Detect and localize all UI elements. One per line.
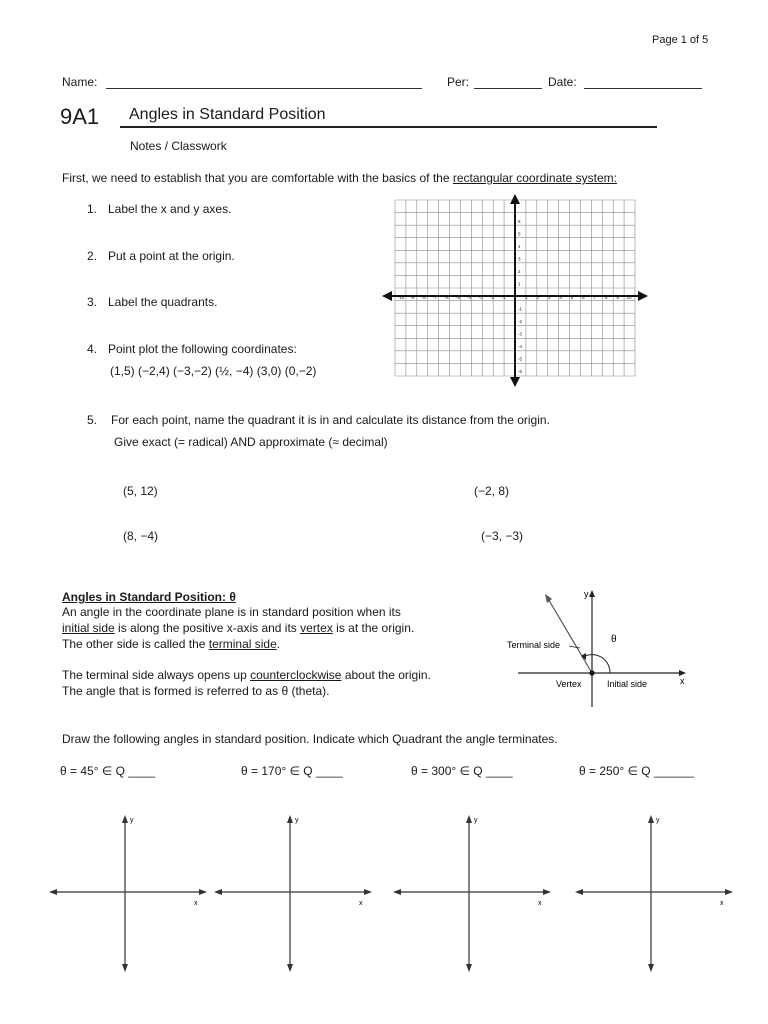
mini3-x-arrow-left (393, 889, 401, 895)
mini4-x-label: x (720, 900, 724, 907)
diagram-terminal-arrow (545, 594, 552, 603)
diagram-theta-label: θ (611, 634, 617, 645)
name-label: Name: (62, 75, 98, 89)
page-number: Page 1 of 5 (652, 34, 709, 46)
mini3-y-label: y (474, 817, 478, 824)
coordinate-grid[interactable] (380, 192, 650, 388)
grid-x-tick-label: -9 (410, 295, 415, 300)
diagram-terminal-pointer (569, 646, 580, 648)
grid-y-tick-label: 1 (518, 281, 521, 287)
diagram-initial-label: Initial side (607, 679, 648, 689)
grid-x-tick-label: 8 (604, 295, 608, 300)
grid-y-arrow-down (510, 377, 520, 387)
standard-position-diagram (500, 585, 700, 710)
grid-x-tick-label: -10 (397, 295, 405, 300)
p1c-end: . (276, 637, 281, 651)
grid-x-tick-label: 3 (547, 295, 551, 300)
grid-x-tick-label: -8 (421, 295, 426, 300)
diagram-vertex-label: Vertex (556, 679, 582, 689)
grid-y-tick-label: -4 (518, 344, 523, 349)
grid-x-tick-label: -6 (444, 295, 449, 300)
grid-x-tick-label: 9 (616, 295, 619, 300)
grid-y-tick-label: 6 (518, 219, 521, 224)
grid-y-tick-label: -5 (518, 356, 523, 362)
grid-y-tick-label: -3 (518, 331, 523, 337)
name-field[interactable] (106, 88, 422, 89)
angle-prompt-1: θ = 45° ∈ Q ____ (60, 764, 155, 778)
p2a-start: The terminal side always opens up (62, 668, 251, 682)
grid-x-tick-label: 1 (525, 295, 528, 300)
grid-x-tick-label: -7 (433, 295, 438, 300)
grid-y-tick-label: -1 (518, 306, 523, 312)
grid-x-tick-label: 4 (559, 295, 562, 300)
term-vertex: vertex (300, 621, 333, 635)
grid-y-tick-label: -6 (518, 369, 523, 374)
p2a-end: about the origin. (341, 668, 431, 682)
section-p1-line1: An angle in the coordinate plane is in standard position when its (62, 605, 401, 619)
grid-x-tick-label: 7 (593, 295, 597, 300)
section-p2-line1 (62, 668, 431, 682)
grid-x-arrow-right (638, 291, 648, 301)
mini1-y-arrow-up (122, 815, 128, 823)
title-underline (120, 126, 657, 128)
p1c-start: The other side is called the (62, 637, 209, 651)
step-4-text: Point plot the following coordinates: (108, 342, 297, 356)
notes-label: Notes / Classwork (130, 139, 227, 153)
step-4-num: 4. (87, 342, 98, 356)
page-title: Angles in Standard Position (129, 106, 326, 123)
term-counterclockwise: counterclockwise (250, 668, 342, 682)
step-2-num: 2. (87, 249, 98, 263)
mini2-x-label: x (359, 900, 363, 907)
step-2-text: Put a point at the origin. (108, 249, 235, 263)
diagram-vertex-point (589, 670, 594, 675)
intro-plain: First, we need to establish that you are comfortable with the basics of the (62, 171, 453, 185)
term-initial-side: initial side (62, 621, 115, 635)
coordinates-list: (1,5) (−2,4) (−3,−2) (½, −4) (3,0) (0,−2) (110, 364, 317, 378)
grid-y-tick-label: -2 (518, 319, 523, 324)
mini4-y-arrow-down (648, 964, 654, 972)
grid-x-tick-label: 5 (570, 295, 574, 300)
step-1-text: Label the x and y axes. (108, 202, 232, 216)
grid-y-tick-label: 2 (518, 269, 521, 274)
step-1-num: 1. (87, 202, 98, 216)
step-5-num: 5. (87, 413, 98, 427)
mini1-x-label: x (194, 900, 198, 907)
mini3-x-label: x (538, 900, 542, 907)
diagram-terminal-label: Terminal side (507, 640, 561, 650)
mini3-x-arrow-right (543, 889, 551, 895)
step-3-num: 3. (87, 295, 98, 309)
mini1-y-label: y (130, 817, 134, 824)
mini1-x-arrow-left (49, 889, 57, 895)
mini-axes-2[interactable] (213, 812, 373, 974)
grid-x-tick-label: 6 (582, 295, 585, 300)
term-terminal-side: terminal side (208, 637, 277, 651)
grid-y-tick-label: 5 (518, 231, 521, 237)
mini3-y-arrow-up (466, 815, 472, 823)
mini2-y-label: y (295, 817, 299, 824)
per-field[interactable] (474, 88, 542, 89)
mini-axes-4[interactable] (574, 812, 734, 974)
grid-y-tick-label: 4 (518, 244, 521, 249)
point-1: (5, 12) (123, 484, 158, 498)
lesson-code: 9A1 (60, 104, 100, 129)
point-4: (−3, −3) (481, 529, 524, 543)
grid-x-tick-label: -2 (490, 295, 495, 300)
grid-x-arrow-left (382, 291, 392, 301)
diagram-y-label: y (584, 589, 589, 599)
mini1-y-arrow-down (122, 964, 128, 972)
grid-y-arrow-up (510, 194, 520, 204)
grid-x-tick-label: -4 (467, 295, 472, 300)
mini2-y-arrow-down (287, 964, 293, 972)
section-p1-line2 (62, 621, 414, 635)
point-2: (−2, 8) (474, 484, 510, 498)
section-heading: Angles in Standard Position: θ (62, 590, 236, 604)
intro-text (62, 171, 617, 185)
mini3-y-arrow-down (466, 964, 472, 972)
mini-axes-1[interactable] (48, 812, 208, 974)
mini-axes-3[interactable] (392, 812, 552, 974)
section-p1-line3 (62, 637, 280, 651)
mini2-x-arrow-left (214, 889, 222, 895)
p1-mid: is along the positive x-axis and its (114, 621, 301, 635)
draw-instructions: Draw the following angles in standard position. Indicate which Quadrant the angle terminates. (62, 732, 558, 746)
grid-x-tick-label: -3 (478, 295, 483, 300)
section-p2-line2: The angle that is formed is referred to as θ (theta). (62, 684, 330, 698)
diagram-terminal-ray (547, 597, 592, 673)
point-3: (8, −4) (123, 529, 159, 543)
angle-prompt-2: θ = 170° ∈ Q ____ (241, 764, 343, 778)
grid-y-tick-label: 3 (518, 256, 521, 262)
mini4-x-arrow-left (575, 889, 583, 895)
per-label: Per: (447, 75, 470, 89)
grid-x-tick-label: 10 (626, 295, 632, 300)
date-field[interactable] (584, 88, 702, 89)
angle-prompt-4: θ = 250° ∈ Q ______ (579, 764, 695, 778)
diagram-x-label: x (680, 676, 685, 686)
grid-x-tick-label: -1 (501, 295, 506, 300)
angle-prompt-3: θ = 300° ∈ Q ____ (411, 764, 513, 778)
mini2-x-arrow-right (364, 889, 372, 895)
date-label: Date: (548, 75, 577, 89)
grid-x-tick-label: -5 (455, 295, 461, 300)
mini4-y-arrow-up (648, 815, 654, 823)
p1-end: is at the origin. (332, 621, 415, 635)
step-5-line1: For each point, name the quadrant it is in and calculate its distance from the origin. (111, 413, 550, 427)
mini2-y-arrow-up (287, 815, 293, 823)
mini4-x-arrow-right (725, 889, 733, 895)
diagram-y-arrow (589, 590, 595, 597)
mini1-x-arrow-right (199, 889, 207, 895)
grid-x-tick-label: 2 (536, 295, 540, 300)
mini4-y-label: y (656, 817, 660, 824)
intro-underlined: rectangular coordinate system: (452, 171, 617, 185)
step-3-text: Label the quadrants. (108, 295, 218, 309)
step-5-line2: Give exact (= radical) AND approximate (≈ decimal) (114, 435, 388, 449)
